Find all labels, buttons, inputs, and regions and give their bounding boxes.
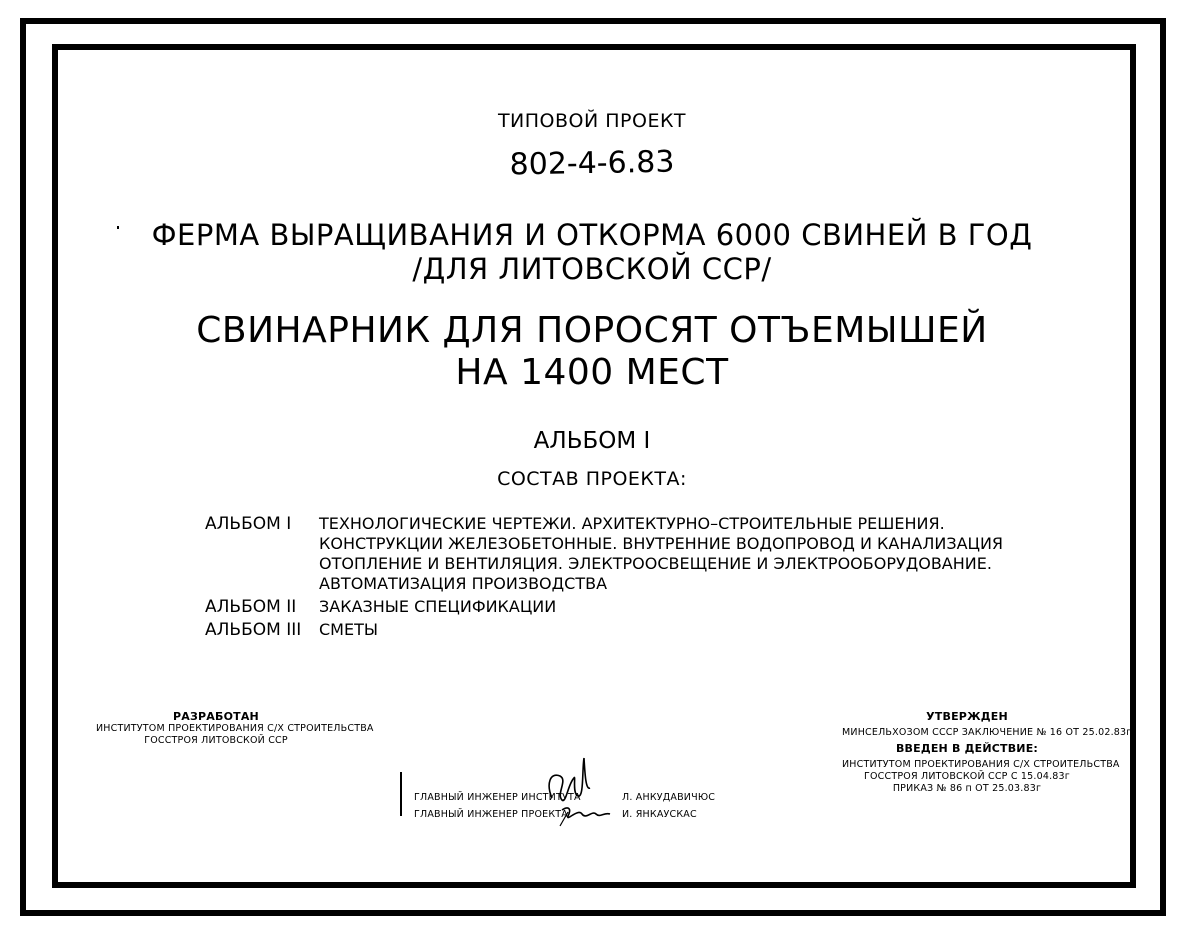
album-item-line: КОНСТРУКЦИИ ЖЕЛЕЗОБЕТОННЫЕ. ВНУТРЕННИЕ ВОДОПРОВОД И КАНАЛИЗАЦИЯ xyxy=(319,534,1004,553)
album-item-name: АЛЬБОМ II xyxy=(205,597,297,617)
album-item-name: АЛЬБОМ III xyxy=(205,620,302,640)
handwritten-signatures xyxy=(538,754,618,830)
album-item-line: ТЕХНОЛОГИЧЕСКИЕ ЧЕРТЕЖИ. АРХИТЕКТУРНО–СТРОИТЕЛЬНЫЕ РЕШЕНИЯ. xyxy=(319,514,945,533)
chief-engineer-project-name: И. ЯНКАУСКАС xyxy=(622,809,697,820)
approval-block xyxy=(842,710,1132,795)
album-item-2 xyxy=(205,597,1005,617)
farm-title-line-2: /ДЛЯ ЛИТОВСКОЙ ССР/ xyxy=(412,252,772,286)
albums-list xyxy=(205,514,1005,643)
album-item-line: АВТОМАТИЗАЦИЯ ПРОИЗВОДСТВА xyxy=(319,574,608,593)
chief-engineer-institute-name: Л. АНКУДАВИЧЮС xyxy=(622,792,716,803)
signature-stroke xyxy=(560,812,568,826)
developer-line: ГОССТРОЯ ЛИТОВСКОЙ ССР xyxy=(144,735,288,746)
approval-line: ИНСТИТУТОМ ПРОЕКТИРОВАНИЯ С/Х СТРОИТЕЛЬСТВА xyxy=(842,759,1120,770)
signature-stroke xyxy=(549,758,590,801)
approval-line: ПРИКАЗ № 86 п ОТ 25.03.83г xyxy=(892,783,1042,794)
chief-engineer-institute-title: ГЛАВНЫЙ ИНЖЕНЕР ИНСТИТУТА xyxy=(414,792,581,803)
album-item-1 xyxy=(205,514,1005,594)
signature-stroke xyxy=(562,808,610,818)
album-item-line: ЗАКАЗНЫЕ СПЕЦИФИКАЦИИ xyxy=(319,597,557,616)
album-item-line: ОТОПЛЕНИЕ И ВЕНТИЛЯЦИЯ. ЭЛЕКТРООСВЕЩЕНИЕ И ЭЛЕКТРООБОРУДОВАНИЕ. xyxy=(319,554,992,573)
developer-block xyxy=(96,710,374,747)
chief-engineer-project-title: ГЛАВНЫЙ ИНЖЕНЕР ПРОЕКТА xyxy=(414,809,568,820)
signatures-block xyxy=(400,754,720,834)
album-item-description xyxy=(319,514,1003,594)
signature-rule xyxy=(400,772,402,816)
building-title-line-1: СВИНАРНИК ДЛЯ ПОРОСЯТ ОТЪЕМЫШЕЙ xyxy=(196,310,988,351)
approval-heading: УТВЕРЖДЕН xyxy=(926,710,1008,723)
composition-heading: СОСТАВ ПРОЕКТА: xyxy=(497,468,687,490)
project-code: 802-4-6.83 xyxy=(509,144,675,183)
approval-line: МИНСЕЛЬХОЗОМ СССР ЗАКЛЮЧЕНИЕ № 16 ОТ 25.02.83г xyxy=(842,727,1132,738)
album-item-name: АЛЬБОМ I xyxy=(205,514,292,534)
album-item-line: СМЕТЫ xyxy=(319,620,378,639)
enacted-heading: ВВЕДЕН В ДЕЙСТВИЕ: xyxy=(895,742,1039,755)
project-label: ТИПОВОЙ ПРОЕКТ xyxy=(497,110,687,132)
album-item-3 xyxy=(205,620,1005,640)
album-item-description xyxy=(319,597,556,617)
approval-line: ГОССТРОЯ ЛИТОВСКОЙ ССР С 15.04.83г xyxy=(864,771,1070,782)
developer-heading: РАЗРАБОТАН xyxy=(173,710,259,723)
farm-title-line-1: ФЕРМА ВЫРАЩИВАНИЯ И ОТКОРМА 6000 СВИНЕЙ В ГОД xyxy=(151,218,1033,252)
album-item-description xyxy=(319,620,378,640)
building-title-line-2: НА 1400 МЕСТ xyxy=(455,352,729,393)
developer-line: ИНСТИТУТОМ ПРОЕКТИРОВАНИЯ С/Х СТРОИТЕЛЬСТВА xyxy=(96,723,374,734)
album-heading: АЛЬБОМ I xyxy=(533,428,651,454)
